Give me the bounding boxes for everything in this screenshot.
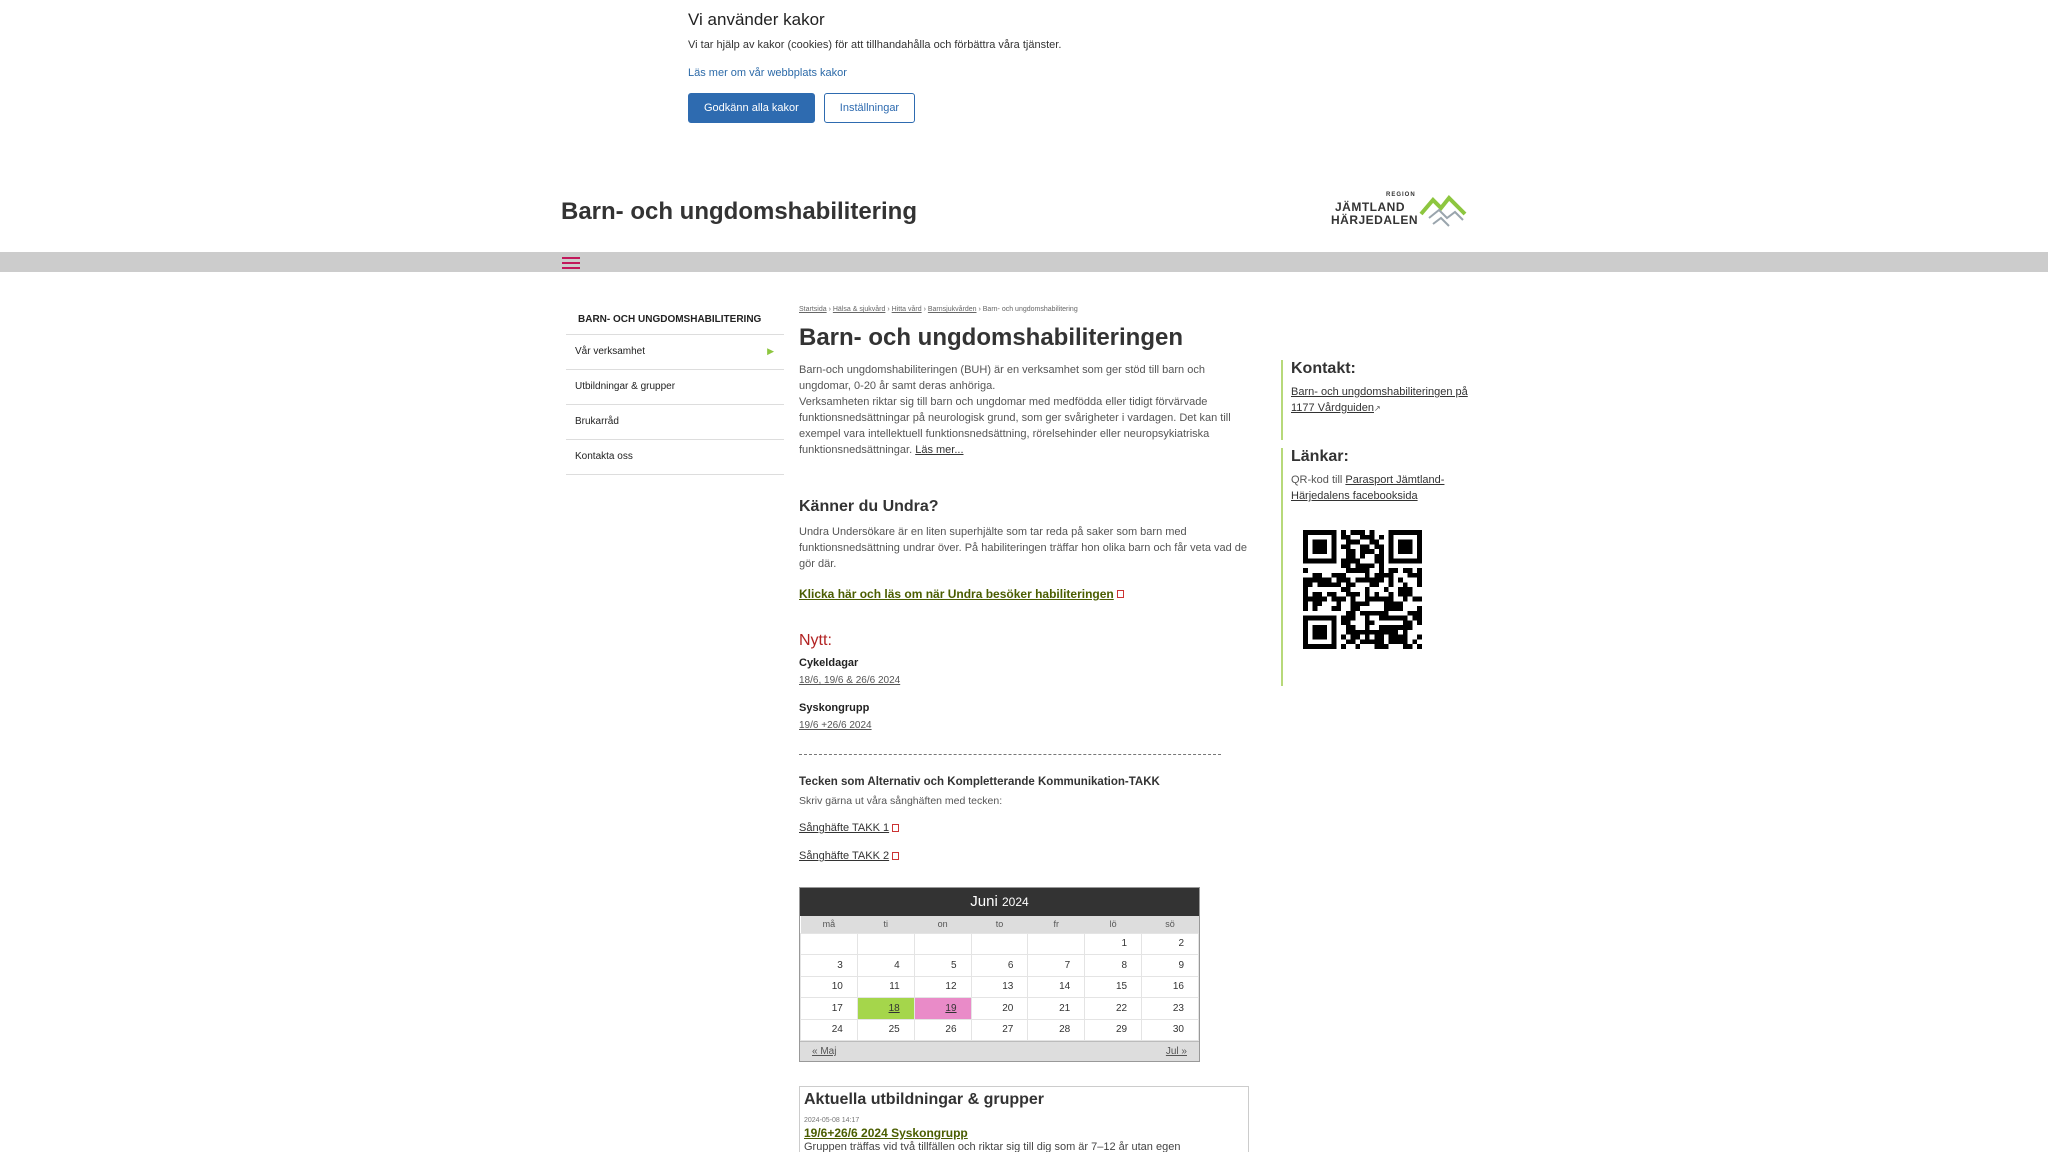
calendar-weekday: lö	[1085, 916, 1142, 933]
breadcrumb-link[interactable]: Hälsa & sjukvård	[832, 306, 886, 313]
calendar-day[interactable]: 18	[857, 998, 914, 1020]
calendar-day[interactable]: 19	[914, 998, 971, 1020]
links-box	[1281, 448, 1481, 686]
side-navigation	[566, 306, 784, 475]
calendar-day: 6	[971, 955, 1028, 977]
cookie-text: Vi tar hjälp av kakor (cookies) för att tillhandahålla och förbättra våra tjänster.	[688, 39, 1062, 51]
calendar-weekday: sö	[1142, 916, 1199, 933]
calendar-day: 24	[801, 1019, 858, 1041]
calendar-day: 14	[1028, 976, 1085, 998]
calendar-day: 5	[914, 955, 971, 977]
news-item-title: Cykeldagar	[799, 657, 859, 669]
calendar-day: 29	[1085, 1019, 1142, 1041]
calendar-day: 27	[971, 1019, 1028, 1041]
calendar-header	[800, 888, 1199, 916]
calendar-day: 25	[857, 1019, 914, 1041]
takk-link-1[interactable]: Sånghäfte TAKK 1	[799, 822, 899, 834]
news-item-date-link[interactable]: 18/6, 19/6 & 26/6 2024	[799, 675, 901, 686]
read-more-link[interactable]: Läs mer...	[915, 444, 964, 456]
intro-text-1: Barn-och ungdomshabiliteringen (BUH) är en verksamhet som ger stöd till barn och ungdomar, 0-20 år samt deras anhöriga.	[799, 364, 1205, 392]
contact-heading: Kontakt:	[1291, 360, 1356, 377]
calendar-day: 26	[914, 1019, 971, 1041]
courses-title: Aktuella utbildningar & grupper	[804, 1091, 1045, 1108]
calendar-day: 8	[1085, 955, 1142, 977]
calendar-day: 7	[1028, 955, 1085, 977]
calendar-weekday: ti	[857, 916, 914, 933]
links-heading: Länkar:	[1291, 448, 1349, 465]
external-link-icon: ↗	[1373, 404, 1381, 413]
sidebar-item-kontakta-oss[interactable]	[566, 440, 784, 475]
takk-link-2[interactable]: Sånghäfte TAKK 2	[799, 850, 899, 862]
news-heading: Nytt:	[799, 632, 832, 649]
region-logo[interactable]	[1331, 190, 1471, 234]
menu-icon[interactable]	[562, 254, 580, 270]
logo-region-text: REGION	[1386, 192, 1416, 198]
calendar-day: 4	[857, 955, 914, 977]
contact-box	[1281, 360, 1481, 440]
breadcrumb-link[interactable]: Barnsjukvården	[927, 306, 977, 313]
undra-heading: Känner du Undra?	[799, 498, 939, 515]
news-item	[799, 657, 900, 686]
calendar-day: 15	[1085, 976, 1142, 998]
breadcrumb: Startsida › Hälsa & sjukvård › Hitta vård › Barnsjukvården › Barn- och ungdomshabilitering	[799, 306, 1078, 313]
expand-arrow-icon[interactable]: ▶	[767, 346, 774, 356]
calendar-weekday: må	[801, 916, 858, 933]
course-description: Gruppen träffas vid två tillfällen och riktar sig till dig som är 7–12 år utan egen	[804, 1141, 1181, 1152]
calendar-day: 28	[1028, 1019, 1085, 1041]
calendar-day: 20	[971, 998, 1028, 1020]
main-content	[799, 306, 1249, 603]
qr-code-image	[1303, 530, 1422, 649]
calendar-empty-day	[801, 933, 858, 955]
cookie-more-link[interactable]: Läs mer om vår webbplats kakor	[688, 67, 847, 79]
calendar	[799, 887, 1200, 1062]
calendar-day: 2	[1142, 933, 1199, 955]
calendar-day: 17	[801, 998, 858, 1020]
calendar-day: 12	[914, 976, 971, 998]
accept-cookies-button[interactable]: Godkänn alla kakor	[688, 93, 815, 123]
page-title: Barn- och ungdomshabiliteringen	[799, 324, 1184, 351]
calendar-day: 13	[971, 976, 1028, 998]
contact-link[interactable]: Barn- och ungdomshabiliteringen på 1177 Vårdguiden	[1291, 386, 1468, 414]
calendar-day: 11	[857, 976, 914, 998]
calendar-empty-day	[971, 933, 1028, 955]
takk-heading: Tecken som Alternativ och Kompletterande Kommunikation-TAKK	[799, 776, 1160, 788]
calendar-month: Juni	[970, 893, 998, 910]
sidebar-item-var-verksamhet[interactable]	[566, 335, 784, 370]
sidebar-item-label: Brukarråd	[575, 416, 619, 427]
calendar-day: 16	[1142, 976, 1199, 998]
logo-line2: HÄRJEDALEN	[1331, 213, 1419, 227]
logo-line1: JÄMTLAND	[1335, 200, 1405, 214]
qr-prefix: QR-kod till	[1291, 474, 1346, 486]
calendar-grid	[800, 916, 1199, 1041]
courses-box	[799, 1086, 1249, 1152]
calendar-footer	[800, 1041, 1199, 1061]
sidebar-item-label: Utbildningar & grupper	[575, 381, 676, 392]
calendar-day: 3	[801, 955, 858, 977]
breadcrumb-link[interactable]: Hitta vård	[891, 306, 922, 313]
sidebar-heading[interactable]: BARN- OCH UNGDOMSHABILITERING	[566, 306, 784, 335]
breadcrumb-link[interactable]: Startsida	[799, 306, 827, 313]
calendar-day: 21	[1028, 998, 1085, 1020]
calendar-next-link[interactable]: Jul »	[1165, 1046, 1187, 1057]
mountain-logo-icon	[1419, 192, 1469, 232]
breadcrumb-current: Barn- och ungdomshabilitering	[982, 306, 1078, 313]
cookie-title: Vi använder kakor	[688, 10, 825, 29]
calendar-empty-day	[857, 933, 914, 955]
pdf-icon	[892, 824, 899, 832]
calendar-prev-link[interactable]: « Maj	[812, 1046, 837, 1057]
sidebar-item-label: Kontakta oss	[575, 451, 633, 462]
site-title[interactable]: Barn- och ungdomshabilitering	[561, 198, 918, 225]
calendar-day: 30	[1142, 1019, 1199, 1041]
news-item-date-link[interactable]: 19/6 +26/6 2024	[799, 720, 872, 731]
nav-bar	[0, 252, 2048, 272]
calendar-empty-day	[914, 933, 971, 955]
calendar-day: 1	[1085, 933, 1142, 955]
calendar-year: 2024	[1002, 895, 1029, 909]
course-link[interactable]: 19/6+26/6 2024 Syskongrupp	[804, 1126, 968, 1140]
sidebar-item-label: Vår verksamhet	[575, 346, 646, 357]
pdf-icon	[892, 852, 899, 860]
sidebar-item-utbildningar[interactable]	[566, 370, 784, 405]
course-timestamp: 2024-05-08 14:17	[804, 1117, 860, 1124]
pdf-icon	[1117, 590, 1124, 598]
takk-subtext: Skriv gärna ut våra sånghäften med tecken:	[799, 795, 1003, 807]
calendar-weekday: to	[971, 916, 1028, 933]
news-item-title: Syskongrupp	[799, 702, 870, 714]
calendar-day: 22	[1085, 998, 1142, 1020]
cookie-settings-button[interactable]: Inställningar	[824, 93, 915, 123]
news-item	[799, 702, 872, 731]
calendar-weekday: on	[914, 916, 971, 933]
calendar-empty-day	[1028, 933, 1085, 955]
cookie-banner	[688, 10, 1208, 123]
calendar-weekday: fr	[1028, 916, 1085, 933]
undra-link[interactable]: Klicka här och läs om när Undra besöker habiliteringen	[799, 587, 1114, 601]
calendar-day: 10	[801, 976, 858, 998]
divider	[799, 754, 1221, 755]
calendar-day: 23	[1142, 998, 1199, 1020]
calendar-day: 9	[1142, 955, 1199, 977]
intro-text-2: Verksamheten riktar sig till barn och ungdomar med medfödda eller tidigt förvärvade funktionsnedsättningar på neurologisk grund, som ger svårigheter i vardagen. Det kan till exempel vara intellektuell funktionsnedsättning, rörelsehinder eller neuropsykiatriska funktionsnedsättningar. Läs mer...	[799, 396, 1231, 456]
undra-text: Undra Undersökare är en liten superhjälte som tar reda på saker som barn med funktionsnedsättning undrar över. På habiliteringen träffar hon olika barn och får veta vad de gör där.	[799, 526, 1248, 570]
sidebar-item-brukarrad[interactable]	[566, 405, 784, 440]
facebook-link[interactable]: Parasport Jämtland-Härjedalens facebooksida	[1291, 474, 1445, 502]
